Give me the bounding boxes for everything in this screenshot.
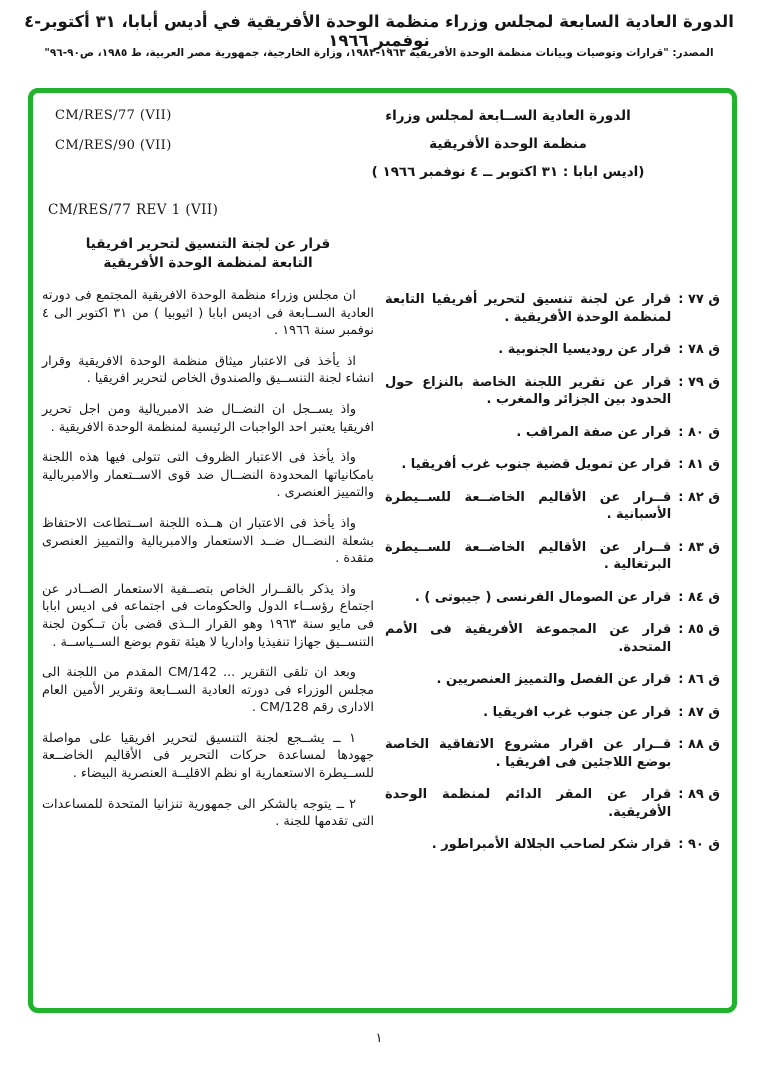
list-item (385, 341, 720, 359)
document-title: الدورة العادية السابعة لمجلس وزراء منظمة الوحدة الأفريقية في أديس أبابا، ٣١ أكتوبر-٤ نوفمبر ١٩٦٦ (24, 12, 734, 50)
resolution-summary: قرار عن روديسيا الجنوبية . (498, 342, 672, 357)
resolution-text-column (42, 235, 374, 844)
resolution-summary: قرار عن تمويل قضية جنوب غرب أفريقيا . (401, 457, 672, 472)
reference-codes (55, 101, 172, 161)
reference-code-2: CM/RES/90 (VII) (55, 138, 172, 153)
resolution-summary: قرار عن المقر الدائم لمنظمة الوحدة الأفريقية. (385, 787, 672, 820)
resolution-title (42, 235, 374, 273)
resolution-paragraph: واذ يأخذ فى الاعتبار الظروف التى تتولى فيها هذه اللجنة بامكانياتها المحدودة النضــال ضد قوى الاســتعمار والامبريالية والتمييز العنصرى . (42, 450, 374, 501)
resolution-number: ق ٧٨ : (678, 342, 720, 357)
resolution-summary: قرار عن الفصل والتمييز العنصريين . (436, 672, 672, 687)
list-item (385, 671, 720, 689)
resolution-title-line-1: قرار عن لجنة التنسيق لتحرير افريقيا (85, 236, 331, 252)
session-title-block (358, 102, 658, 186)
resolution-title-line-2: التابعة لمنظمة الوحدة الأفريقية (103, 255, 313, 271)
resolution-paragraph: واذ يذكر بالقــرار الخاص بتصــفية الاستعمار الصــادر عن اجتماع رؤســاء الدول والحكومات فى اجتماعه فى اديس ابابا فى مايو سنة ١٩٦٣ وهو القرار الــذى قضى بأن تــكون لجنة التنســيق جهازا تنفيذيا واداريا لا هيئة تقوم بوضع الســياســة . (42, 581, 375, 650)
list-item (385, 589, 720, 607)
resolution-summary: قرار عن لجنة تنسيق لتحرير أفريقيا التابعة لمنظمة الوحدة الأفريقية . (385, 292, 672, 325)
source-line: المصدر: "قرارات وتوصيات وبيانات منظمة الوحدة الأفريقية ١٩٦٣-١٩٨٣، وزارة الخارجية، جمهورية مصر العربية، ط ١٩٨٥، ص٩٠-٩٦" (44, 47, 714, 59)
resolution-number: ق ٨١ : (678, 457, 720, 472)
resolution-number: ق ٨٠ : (678, 424, 720, 440)
revision-reference: CM/RES/77 REV 1 (VII) (48, 202, 219, 218)
list-item (385, 539, 720, 574)
page-number: ١ (375, 1031, 383, 1046)
resolution-paragraph: واذ يأخذ فى الاعتبار ان هــذه اللجنة اســتطاعت الاحتفاظ بشعلة النضــال ضــد الاستعمار والامبريالية والتمييز العنصرى متقدة . (42, 515, 374, 567)
resolution-summary: قــرار عن اقرار مشروع الاتفاقية الخاصة بوضع اللاجئين فى افريقيا . (385, 737, 672, 770)
list-item (385, 704, 720, 722)
reference-code-1: CM/RES/77 (VII) (55, 108, 172, 123)
resolution-summary: قــرار عن الأقاليم الخاضــعة للســيطرة الأسبانية . (385, 489, 672, 522)
resolution-number: ق ٨٢ : (678, 489, 720, 505)
list-item (385, 836, 720, 854)
resolution-paragraph: واذ يســجل ان النضــال ضد الامبريالية ومن اجل تحرير افريقيا يعتبر احد الواجبات الرئيسية لمنظمة الوحدة الافريقية . (42, 401, 374, 435)
list-item (385, 736, 720, 771)
list-item (385, 489, 720, 524)
session-title-line-3: (اديس ابابا : ٣١ اكتوبر ــ ٤ نوفمبر ١٩٦٦ ) (371, 164, 645, 180)
resolution-number: ق ٨٦ : (678, 672, 720, 687)
resolution-number: ق ٧٧ : (678, 292, 720, 307)
resolution-number: ق ٨٨ : (678, 737, 720, 752)
resolution-summary: قرار عن تقرير اللجنة الخاصة بالنزاع حول الحدود بين الجزائر والمغرب . (385, 374, 672, 407)
resolution-number: ق ٨٤ : (678, 589, 720, 605)
resolution-summary: قرار عن الصومال الفرنسى ( جيبوتى ) . (414, 589, 672, 605)
resolution-summary: قرار عن جنوب غرب افريقيا . (483, 704, 672, 720)
resolution-paragraph: وبعد ان تلقى التقرير ... CM/142 المقدم من اللجنة الى مجلس الوزراء فى دورته العادية الســابعة وتقرير الأمين العام الادارى رقم CM/128 . (42, 665, 374, 716)
list-item (385, 456, 720, 474)
resolution-number: ق ٨٣ : (678, 539, 720, 555)
resolution-paragraph: ان مجلس وزراء منظمة الوحدة الافريقية المجتمع فى دورته العادية الســابعة فى اديس ابابا ( اثيوبيا ) من ٣١ اكتوبر الى ٤ نوفمبر سنة ١٩٦٦ . (42, 288, 374, 339)
resolution-summary: قرار عن المجموعة الأفريقية فى الأمم المتحدة. (385, 622, 672, 655)
resolution-clause-1: ١ ــ يشــجع لجنة التنسيق لتحرير افريقيا على مواصلة جهودها لمساعدة حركات التحرير فى الأقاليم الخاضــعة للســيطرة الاستعمارية او نظم الاقليــة العنصرية البيضاء . (42, 730, 374, 782)
resolution-summary: قرار شكر لصاحب الجلالة الأمبراطور . (431, 837, 672, 852)
session-title-line-2: منظمة الوحدة الأفريقية (429, 136, 587, 152)
list-item (385, 374, 720, 409)
resolution-number: ق ٩٠ : (678, 837, 720, 852)
resolution-summary: قرار عن صفة المراقب . (516, 424, 672, 440)
resolution-number: ق ٧٩ : (678, 374, 720, 390)
resolution-summary: قــرار عن الأقاليم الخاضــعة للســيطرة البرتغالية . (385, 539, 672, 572)
resolution-number: ق ٨٩ : (678, 787, 720, 802)
list-item (385, 291, 720, 326)
list-item (385, 786, 720, 821)
session-title-line-1: الدورة العادية الســابعة لمجلس وزراء (385, 108, 631, 124)
resolution-number: ق ٨٧ : (678, 704, 720, 720)
resolution-number: ق ٨٥ : (678, 622, 720, 637)
resolution-paragraph: اذ يأخذ فى الاعتبار ميثاق منظمة الوحدة الافريقية وقرار انشاء لجنة التنســيق والصندوق الخاص لتحرير افريقيا . (42, 353, 374, 387)
resolutions-list-column (385, 291, 720, 869)
list-item (385, 621, 720, 656)
green-frame (28, 88, 737, 1013)
list-item (385, 424, 720, 442)
resolution-clause-2: ٢ ــ يتوجه بالشكر الى جمهورية تنزانيا المتحدة للمساعدات التى تقدمها للجنة . (42, 796, 374, 830)
